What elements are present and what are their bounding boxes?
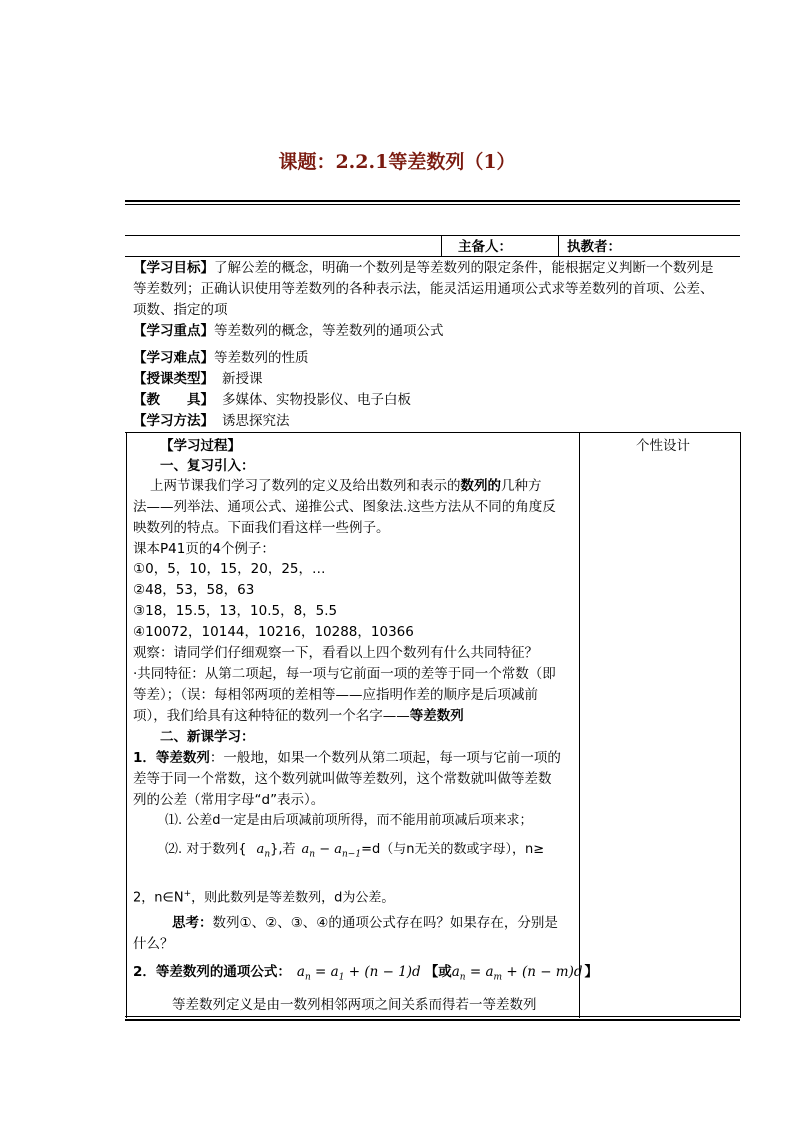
header-top-rule	[125, 235, 740, 236]
lesson-type-line	[133, 369, 263, 389]
process-top-rule	[125, 432, 740, 433]
examples-intro: 课本P41页的4个例子：	[133, 541, 275, 557]
definition-line-3: 列的公差（常用字母“d”表示）。	[133, 792, 325, 808]
goal-label: 【学习目标】	[133, 260, 214, 276]
observe-question: 观察：请同学们仔细观察一下，看看以上四个数列有什么共同特征？	[133, 645, 538, 661]
difficulty-line	[133, 348, 309, 368]
tools-text: 多媒体、实物投影仪、电子白板	[222, 392, 411, 408]
review-text-a: 上两节课我们学习了数列的定义及给出数列和表示的	[150, 478, 461, 494]
goal-text-1: 了解公差的概念，明确一个数列是等差数列的限定条件，能根据定义判断一个数列是	[214, 260, 714, 276]
review-text-bold: 数列的	[460, 478, 501, 494]
common-feature-line-3	[133, 706, 464, 726]
bottom-double-rule-2	[125, 1019, 740, 1021]
think-label: 思考：	[172, 915, 213, 931]
key-label: 【学习重点】	[133, 323, 214, 339]
review-line-3: 映数列的特点。下面我们看这样一些例子。	[133, 520, 390, 536]
header-divider-2	[558, 235, 559, 257]
superscript-plus: +	[183, 889, 192, 899]
note-2-text-c: =d（与n无关的数或字母），n≥	[361, 842, 545, 857]
formula-or-label: 【或	[424, 964, 452, 980]
preparer-label: 主备人：	[458, 239, 512, 255]
top-double-rule-2	[125, 204, 740, 205]
common-feature-line-2: 等差）；（误：每相邻两项的差相等——应指明作差的顺序是后项减前	[133, 687, 538, 703]
process-column-divider	[579, 432, 580, 1018]
think-text-1: 数列①、②、③、④的通项公式存在吗？如果存在，分别是	[212, 915, 558, 931]
common-feature-text: 项），我们给具有这种特征的数列一个名字——	[133, 708, 410, 724]
definition-line-1	[133, 748, 561, 768]
formula-a-n: $a_n$	[256, 842, 271, 860]
last-line: 等差数列定义是由一数列相邻两项之间关系而得若一等差数列	[172, 997, 537, 1013]
method-label: 【学习方法】	[133, 413, 214, 429]
key-text: 等差数列的概念，等差数列的通项公式	[214, 323, 444, 339]
common-feature-line-1: ·共同特征：从第二项起，每一项与它前面一项的差等于同一个常数（即	[133, 666, 556, 682]
goal-line-3: 项数、指定的项	[133, 302, 228, 318]
general-formula-label: 2．等差数列的通项公式：	[133, 964, 291, 980]
term-arithmetic-sequence: 等差数列	[409, 708, 464, 724]
header-bottom-rule	[125, 256, 740, 257]
method-line	[133, 411, 290, 431]
definition-label: 1．等差数列	[133, 750, 210, 766]
general-formula-line	[133, 962, 598, 988]
example-1: ①0，5，10，15，20，25，…	[133, 561, 326, 577]
personal-design-heading: 个性设计	[636, 438, 690, 454]
definition-line-2: 差等于同一个常数，这个数列就叫做等差数列，这个常数就叫做等差数	[133, 771, 552, 787]
goal-line-2: 等差数列；正确认识使用等差数列的各种表示法，能灵活运用通项公式求等差数列的首项、公差、	[133, 281, 714, 297]
note-2-text-a: ⑵. 对于数列{	[165, 842, 247, 857]
review-text-c: 几种方	[501, 478, 542, 494]
note-1: ⑴. 公差d一定是由后项减前项所得，而不能用前项减后项来求；	[165, 813, 533, 828]
review-line-1	[150, 476, 542, 496]
tools-line	[133, 390, 411, 410]
page-title: 课题：2.2.1等差数列（1）	[278, 151, 516, 173]
formula-close-bracket: 】	[584, 964, 599, 980]
process-heading: 【学习过程】	[160, 438, 241, 454]
key-point-line	[133, 321, 444, 341]
formula-general-term-alt: $a_n = a_m + (n - m)d$	[451, 964, 583, 983]
bottom-double-rule-1	[125, 1016, 740, 1017]
header-divider-1	[441, 235, 442, 257]
teacher-label: 执教者：	[567, 239, 621, 255]
method-text: 诱思探究法	[222, 413, 290, 429]
process-right-border	[740, 432, 741, 1018]
example-2: ②48，53，58，63	[133, 582, 255, 598]
formula-general-term: $a_n = a_1 + (n - 1)d$	[296, 964, 421, 983]
lesson-type-label: 【授课类型】	[133, 371, 214, 387]
tools-label: 【教 具】	[133, 392, 214, 408]
lesson-type-text: 新授课	[222, 371, 263, 387]
section-review: 一、复习引入：	[160, 458, 255, 474]
example-4: ④10072，10144，10216，10288，10366	[133, 624, 414, 640]
note-2-text-b: },若	[270, 842, 296, 857]
formula-difference: $a_n - a_{n-1}$	[301, 842, 362, 860]
difficulty-label: 【学习难点】	[133, 350, 214, 366]
difficulty-text: 等差数列的性质	[214, 350, 309, 366]
note-2-cont-text-b: ，则此数列是等差数列，d为公差。	[191, 890, 395, 906]
example-3: ③18，15.5，13，10.5，8，5.5	[133, 603, 338, 619]
note-2-cont-text: 2，n∈N	[133, 890, 184, 906]
goal-line-1	[133, 258, 714, 278]
review-line-2: 法——列举法、通项公式、递推公式、图象法.这些方法从不同的角度反	[133, 499, 556, 515]
process-left-border	[126, 432, 127, 1018]
think-line-2: 什么？	[133, 936, 174, 952]
definition-text-1: ：一般地，如果一个数列从第二项起，每一项与它前一项的	[209, 750, 561, 766]
top-double-rule-1	[125, 200, 740, 202]
note-2-continued	[133, 884, 394, 908]
note-2	[165, 840, 544, 865]
think-line-1	[172, 913, 558, 933]
section-new-lesson: 二、新课学习：	[160, 729, 255, 745]
